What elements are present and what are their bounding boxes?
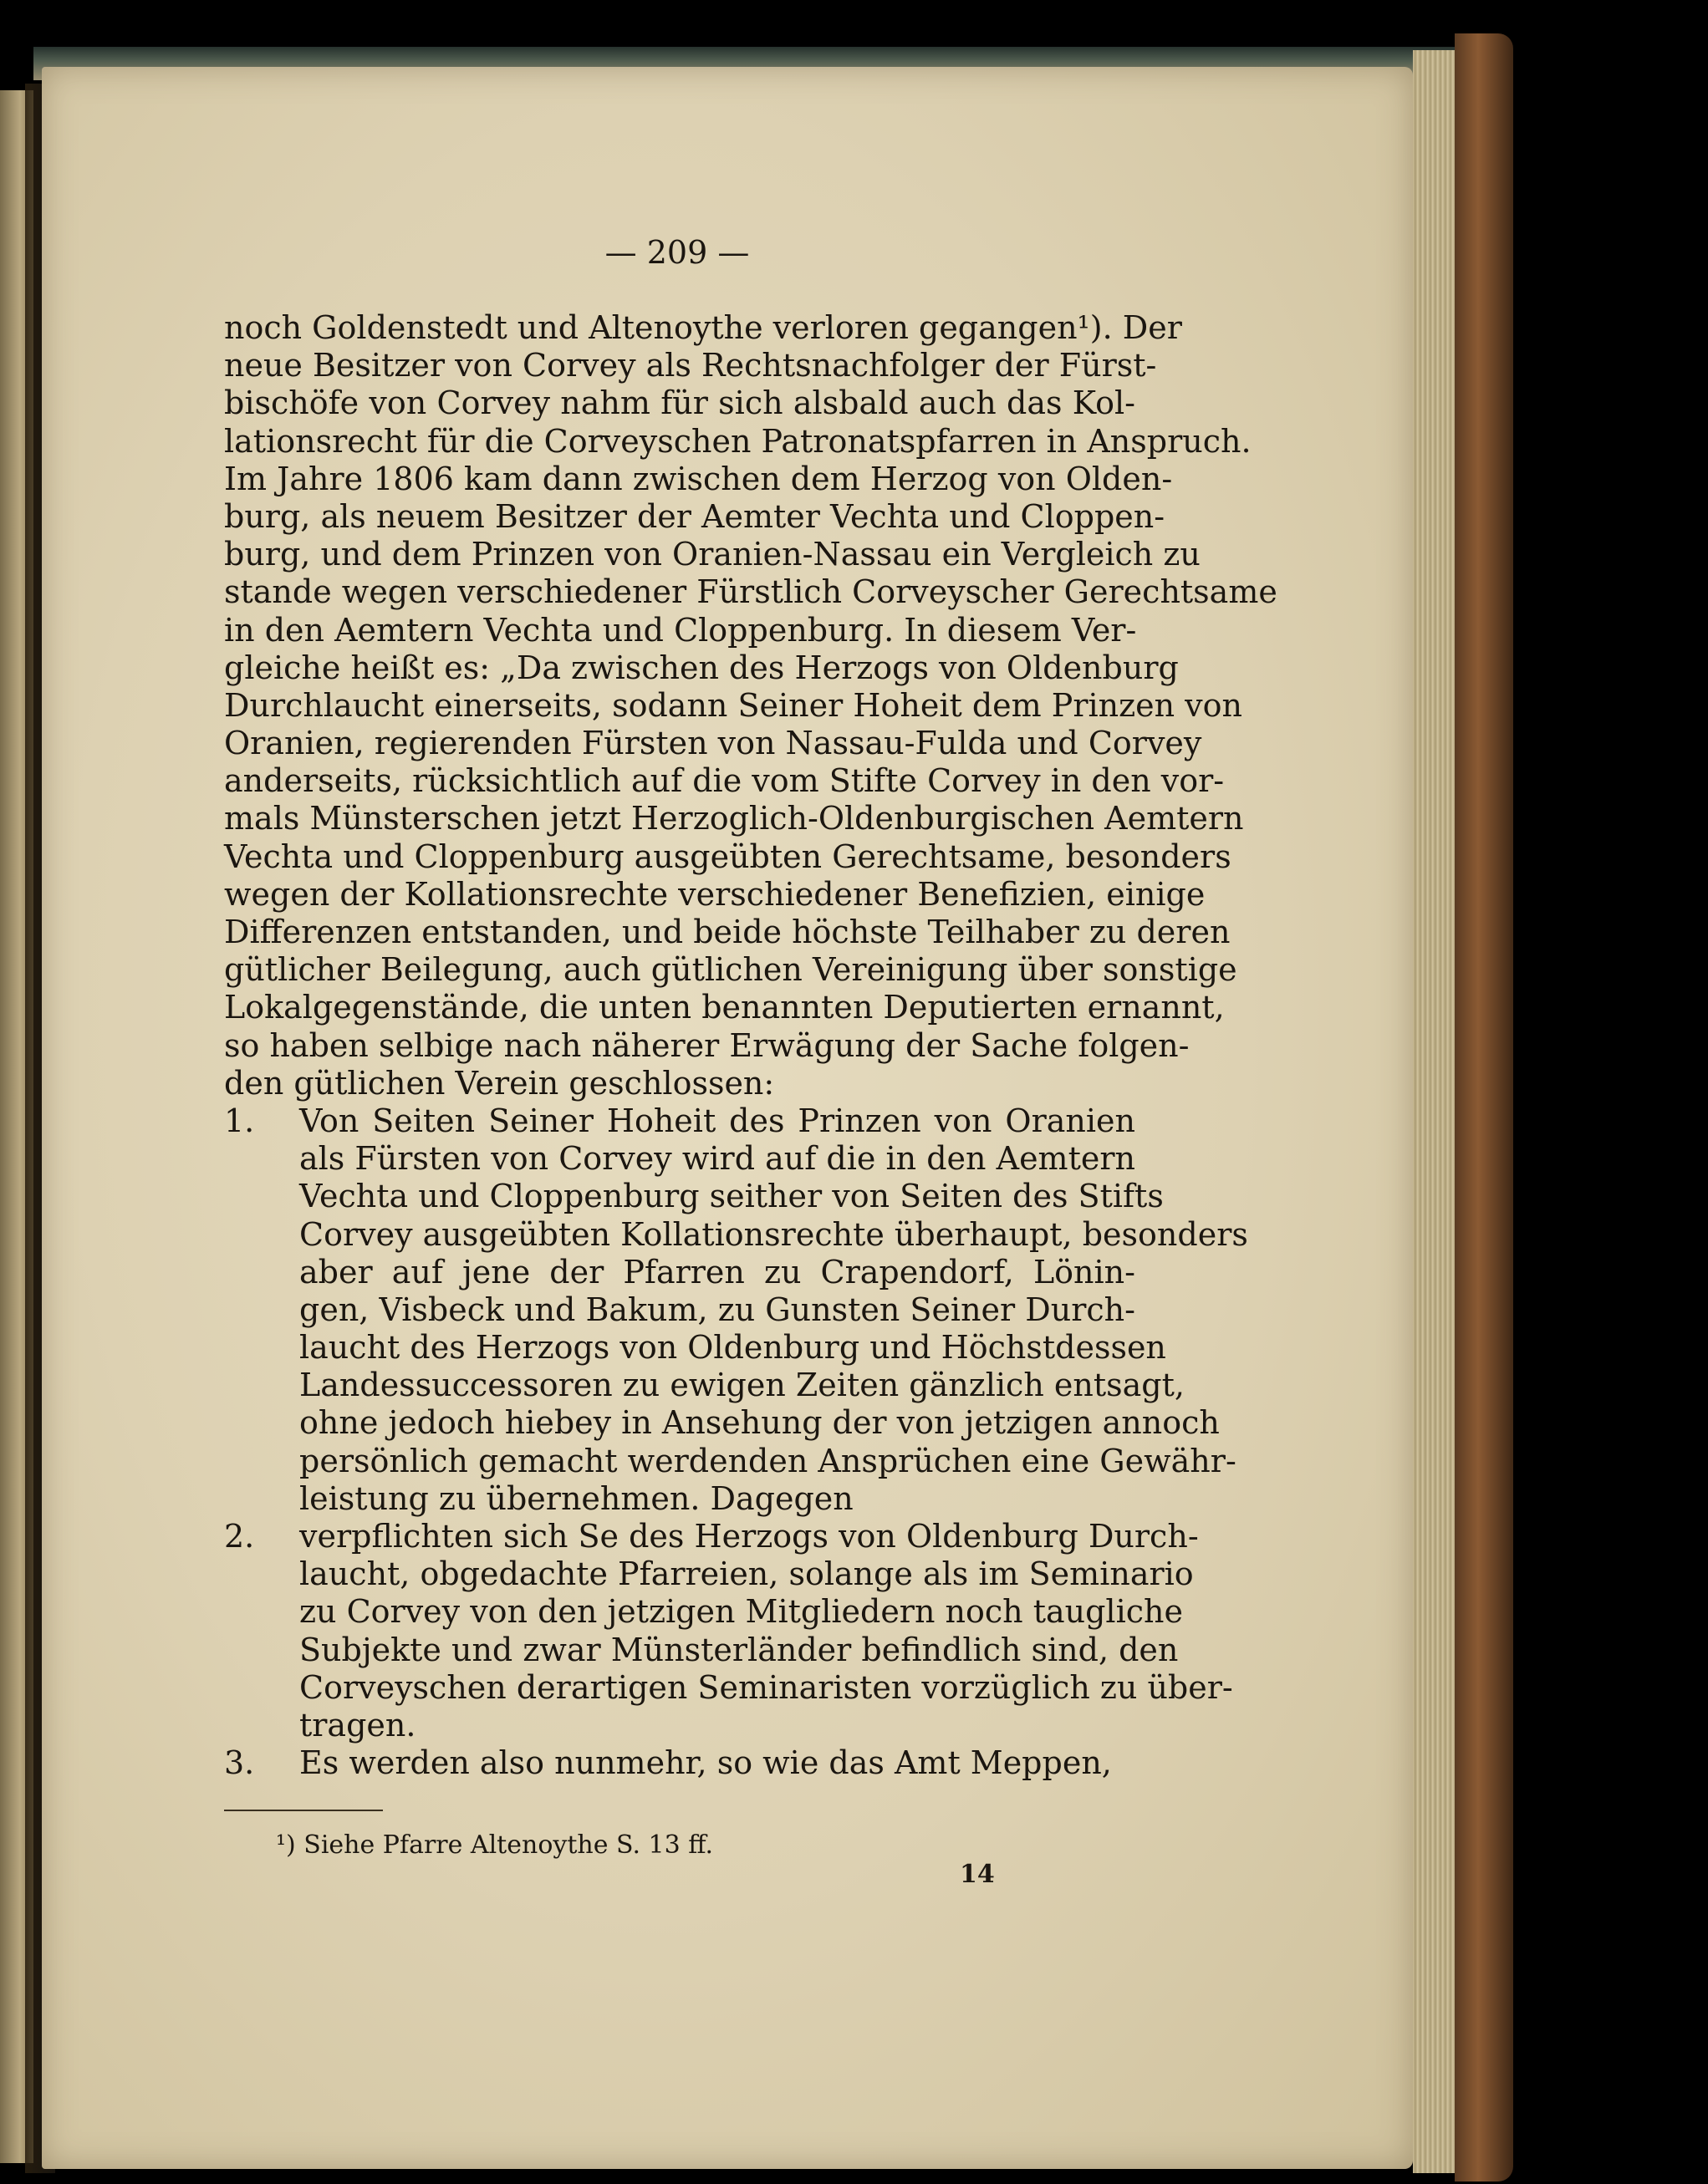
text-line: tragen. bbox=[299, 1706, 416, 1744]
text-line: Durchlaucht einerseits, sodann Seiner Hoheit dem Prinzen von bbox=[224, 686, 1243, 724]
text-line: verpflichten sich Se des Herzogs von Oldenburg Durch- bbox=[299, 1518, 1199, 1555]
text-line: Vechta und Cloppenburg ausgeübten Gerechtsame, besonders bbox=[224, 837, 1231, 875]
list-item-number: 1. bbox=[224, 1102, 255, 1139]
text-line: Corveyschen derartigen Seminaristen vorzüglich zu über- bbox=[299, 1668, 1233, 1706]
footnote-rule bbox=[224, 1810, 383, 1811]
text-line: Von Seiten Seiner Hoheit des Prinzen von Oranien bbox=[299, 1102, 1135, 1139]
text-line: Im Jahre 1806 kam dann zwischen dem Herzog von Olden- bbox=[224, 460, 1173, 497]
list-item-number: 2. bbox=[224, 1518, 255, 1555]
footnote: ¹) Siehe Pfarre Altenoythe S. 13 ff. bbox=[276, 1830, 714, 1860]
text-line: burg, und dem Prinzen von Oranien-Nassau ein Vergleich zu bbox=[224, 536, 1201, 573]
book-cover-edge bbox=[1455, 33, 1513, 2181]
text-line: als Fürsten von Corvey wird auf die in den Aemtern bbox=[299, 1140, 1135, 1178]
list-item bbox=[224, 1102, 1248, 1518]
text-line: mals Münsterschen jetzt Herzoglich-Oldenburgischen Aemtern bbox=[224, 800, 1244, 837]
text-line: gleiche heißt es: „Da zwischen des Herzogs von Oldenburg bbox=[224, 649, 1179, 686]
text-line: den gütlichen Verein geschlossen: bbox=[224, 1064, 775, 1102]
list-item-number: 3. bbox=[224, 1744, 255, 1782]
text-line: Subjekte und zwar Münsterländer befindlich sind, den bbox=[299, 1631, 1179, 1668]
text-line: in den Aemtern Vechta und Cloppenburg. In diesem Ver- bbox=[224, 611, 1137, 649]
text-line: stande wegen verschiedener Fürstlich Corveyscher Gerechtsame bbox=[224, 573, 1277, 611]
numbered-items bbox=[224, 1102, 1248, 1782]
text-line: burg, als neuem Besitzer der Aemter Vechta und Cloppen- bbox=[224, 497, 1165, 535]
text-line: Es werden also nunmehr, so wie das Amt Meppen, bbox=[299, 1744, 1112, 1782]
list-item bbox=[224, 1518, 1233, 1744]
text-line: Vechta und Cloppenburg seither von Seiten des Stifts bbox=[299, 1178, 1164, 1215]
text-line: anderseits, rücksichtlich auf die vom Stifte Corvey in den vor- bbox=[224, 762, 1225, 800]
text-line: Corvey ausgeübten Kollationsrechte überhaupt, besonders bbox=[299, 1215, 1248, 1253]
page-number: — 209 — bbox=[604, 234, 750, 271]
text-line: aber auf jene der Pfarren zu Crapendorf, Lönin- bbox=[299, 1253, 1135, 1291]
text-line: leistung zu übernehmen. Dagegen bbox=[299, 1479, 854, 1517]
text-line: laucht, obgedachte Pfarreien, solange als im Seminario bbox=[299, 1555, 1194, 1593]
opening-paragraph bbox=[224, 309, 1277, 1102]
text-line: noch Goldenstedt und Altenoythe verloren gegangen¹). Der bbox=[224, 309, 1182, 346]
signature-mark: 14 bbox=[960, 1860, 995, 1889]
text-line: so haben selbige nach näherer Erwägung der Sache folgen- bbox=[224, 1026, 1190, 1064]
text-line: Differenzen entstanden, und beide höchste Teilhaber zu deren bbox=[224, 914, 1231, 950]
text-line: neue Besitzer von Corvey als Rechtsnachfolger der Fürst- bbox=[224, 347, 1157, 384]
text-line: gen, Visbeck und Bakum, zu Gunsten Seiner Durch- bbox=[299, 1291, 1135, 1328]
text-line: Lokalgegenstände, die unten benannten Deputierten ernannt, bbox=[224, 989, 1225, 1026]
text-line: persönlich gemacht werdenden Ansprüchen eine Gewähr- bbox=[299, 1442, 1236, 1479]
text-line: laucht des Herzogs von Oldenburg und Höchstdessen bbox=[299, 1329, 1166, 1367]
text-line: gütlicher Beilegung, auch gütlichen Vereinigung über sonstige bbox=[224, 951, 1237, 989]
text-line: bischöfe von Corvey nahm für sich alsbald auch das Kol- bbox=[224, 384, 1135, 422]
text-line: ohne jedoch hiebey in Ansehung der von jetzigen annoch bbox=[299, 1404, 1220, 1442]
text-line: lationsrecht für die Corveyschen Patronatspfarren in Anspruch. bbox=[224, 422, 1252, 460]
text-line: zu Corvey von den jetzigen Mitgliedern noch taugliche bbox=[299, 1593, 1183, 1631]
main-text bbox=[224, 309, 1277, 1782]
text-line: wegen der Kollationsrechte verschiedener Benefizien, einige bbox=[224, 875, 1206, 913]
text-line: Oranien, regierenden Fürsten von Nassau-Fulda und Corvey bbox=[224, 725, 1202, 762]
list-item bbox=[224, 1744, 1135, 1782]
text-line: Landessuccessoren zu ewigen Zeiten gänzlich entsagt, bbox=[299, 1367, 1185, 1404]
